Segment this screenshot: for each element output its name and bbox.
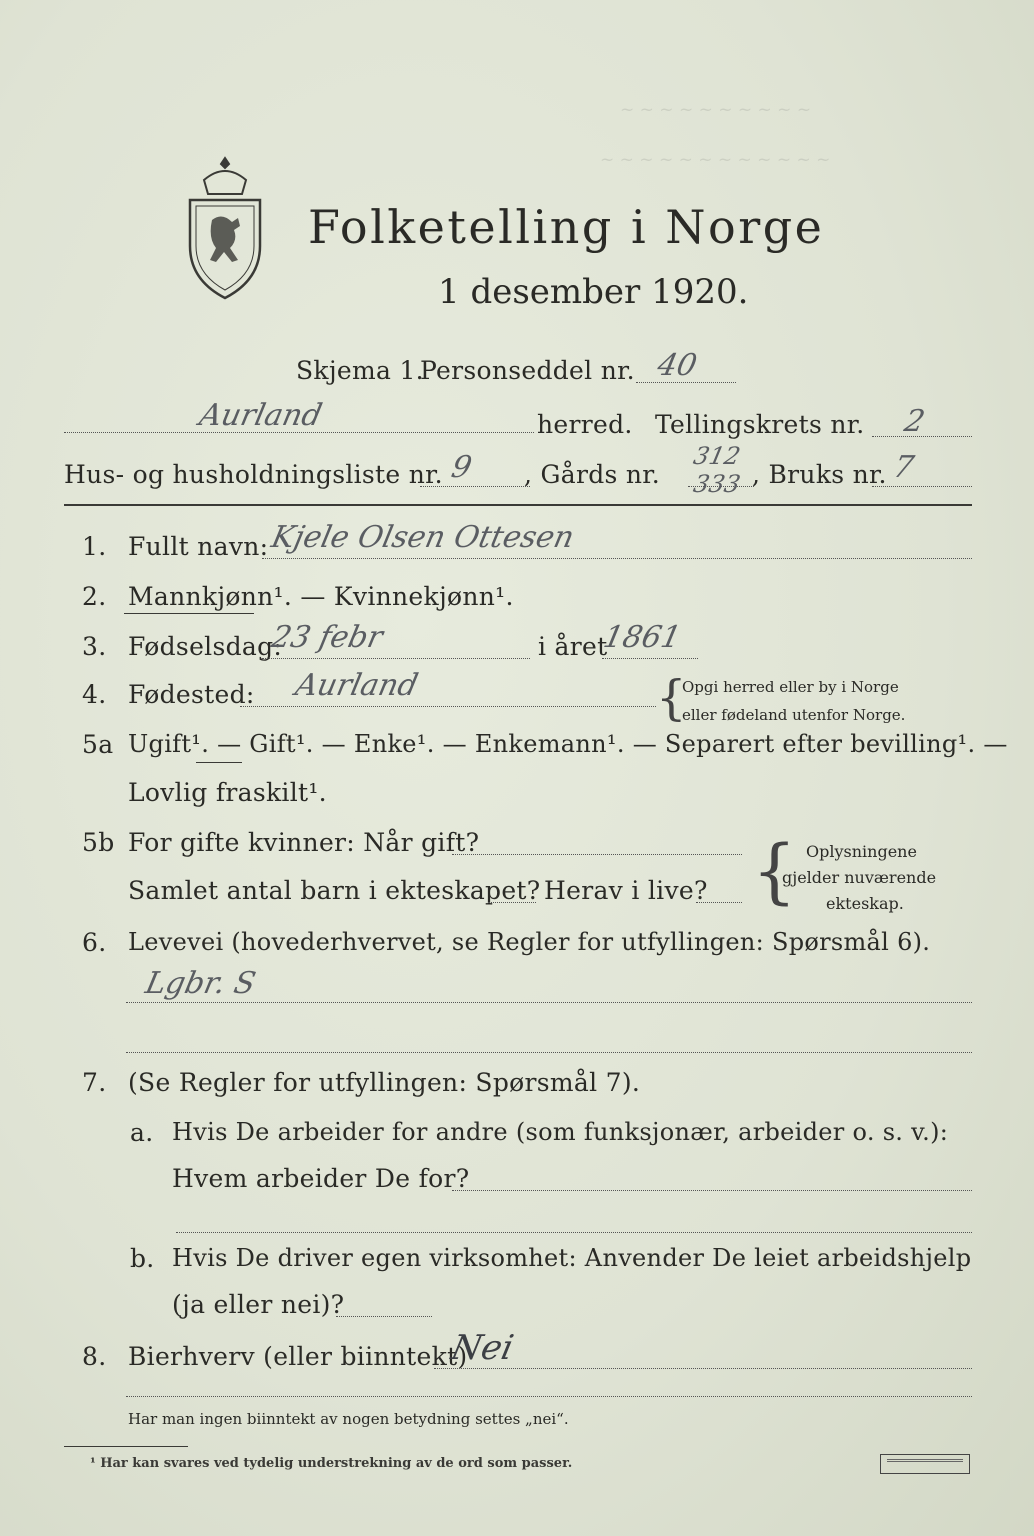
q3-label: Fødselsdag: (128, 632, 283, 661)
q4-note-line1: Opgi herred eller by i Norge (682, 678, 899, 696)
side-income-value[interactable]: Nei (447, 1328, 518, 1368)
bruks-value[interactable]: 7 (890, 450, 917, 485)
q5b-alive-label: Herav i live? (544, 876, 708, 905)
q4-line (240, 706, 656, 707)
q1-label: Fullt navn: (128, 532, 269, 561)
footnote-divider (64, 1446, 188, 1447)
q7-label: (Se Regler for utfyllingen: Spørsmål 7). (128, 1068, 641, 1097)
sex-options[interactable]: Mannkjønn¹. — Kvinnekjønn¹. (128, 582, 514, 611)
children-total-line[interactable] (488, 902, 536, 903)
q7a-line1: Hvis De arbeider for andre (som funksjonær, arbeider o. s. v.): (172, 1118, 949, 1146)
q3-line (262, 658, 530, 659)
q7-number: 7. (82, 1068, 107, 1097)
gift-underline (196, 762, 242, 763)
q5b-note3: ekteskap. (826, 894, 904, 913)
q5b-note2: gjelder nuværende (782, 868, 937, 887)
q1-line (262, 558, 972, 559)
q1-number: 1. (82, 532, 107, 561)
q7a-line2: Hvem arbeider De for? (172, 1164, 470, 1193)
footnote: ¹ Har kan svares ved tydelig understrekning av de ord som passer. (90, 1456, 573, 1471)
married-when-line[interactable] (452, 854, 742, 855)
q8-line1 (434, 1368, 972, 1369)
q4-label: Fødested: (128, 680, 255, 709)
bleed-through-text: ~ ~ ~ ~ ~ ~ ~ ~ ~ ~ ~ ~ (600, 150, 831, 170)
q5b-brace: { (752, 830, 797, 912)
marital-status-options[interactable]: Ugift¹. — Gift¹. — Enke¹. — Enkemann¹. — Separert efter bevilling¹. — (128, 730, 1008, 758)
q4-brace: { (656, 670, 687, 726)
bleed-through-text: ~ ~ ~ ~ ~ ~ ~ ~ ~ ~ (620, 100, 812, 120)
q5b-number: 5b (82, 828, 115, 857)
q2-number: 2. (82, 582, 107, 611)
gards-label: , Gårds nr. (524, 460, 661, 489)
q6-line1 (126, 1002, 972, 1003)
gards-value-bottom[interactable]: 333 (691, 470, 743, 498)
gards-value-top[interactable]: 312 (691, 442, 743, 470)
form-date: 1 desember 1920. (438, 272, 749, 312)
q6-label: Levevei (hovederhvervet, se Regler for utfyllingen: Spørsmål 6). (128, 928, 931, 956)
employer-line1[interactable] (452, 1190, 972, 1191)
q3-number: 3. (82, 632, 107, 661)
printer-stamp (880, 1454, 970, 1474)
full-name-value[interactable]: Kjele Olsen Ottesen (268, 520, 578, 555)
personseddel-label: Personseddel nr. (420, 356, 635, 385)
tellingskrets-label: Tellingskrets nr. (655, 410, 865, 439)
birthplace-value[interactable]: Aurland (292, 668, 422, 703)
mannkjonn-underline (124, 613, 254, 614)
marital-status-line2: Lovlig fraskilt¹. (128, 778, 327, 807)
schema-label: Skjema 1. (296, 356, 424, 385)
tellingskrets-line (872, 436, 972, 437)
q6-line2 (126, 1052, 972, 1053)
herred-label: herred. (537, 410, 633, 439)
hired-help-line[interactable] (336, 1316, 432, 1317)
q8-label: Bierhverv (eller biinntekt) (128, 1342, 468, 1371)
q8-number: 8. (82, 1342, 107, 1371)
q4-note-line2: eller fødeland utenfor Norge. (682, 706, 906, 724)
hus-value[interactable]: 9 (448, 450, 475, 485)
birthday-value[interactable]: 23 febr (268, 620, 386, 655)
norway-coat-of-arms-icon (182, 150, 268, 302)
q5b-line2: Samlet antal barn i ekteskapet? (128, 876, 541, 905)
q5a-number: 5a (82, 730, 114, 759)
occupation-value[interactable]: Lgbr. S (142, 966, 259, 1001)
year-line (602, 658, 698, 659)
form-title: Folketelling i Norge (308, 200, 825, 254)
personseddel-value[interactable]: 40 (654, 348, 700, 383)
q7a-number: a. (130, 1118, 154, 1147)
q8-line2 (126, 1396, 972, 1397)
q5b-line1: For gifte kvinner: Når gift? (128, 828, 480, 857)
q7b-number: b. (130, 1244, 155, 1273)
q6-number: 6. (82, 928, 107, 957)
header-divider (64, 504, 972, 506)
q5b-note1: Oplysningene (806, 842, 917, 861)
q4-number: 4. (82, 680, 107, 709)
children-alive-line[interactable] (696, 902, 742, 903)
q7b-line2: (ja eller nei)? (172, 1290, 345, 1319)
herred-value[interactable]: Aurland (196, 398, 326, 433)
year-label: i året (538, 632, 608, 661)
bruks-line (872, 486, 972, 487)
tellingskrets-value[interactable]: 2 (901, 404, 928, 439)
q7b-line1: Hvis De driver egen virksomhet: Anvender De leiet arbeidshjelp (172, 1244, 972, 1272)
hus-label: Hus- og husholdningsliste nr. (64, 460, 443, 489)
employer-line2[interactable] (176, 1232, 972, 1233)
footer-note: Har man ingen biinntekt av nogen betydning settes „nei“. (128, 1410, 569, 1428)
bruks-label: , Bruks nr. (752, 460, 887, 489)
printer-stamp-lines (887, 1459, 963, 1462)
hus-line (420, 486, 530, 487)
birth-year-value[interactable]: 1861 (600, 620, 685, 655)
